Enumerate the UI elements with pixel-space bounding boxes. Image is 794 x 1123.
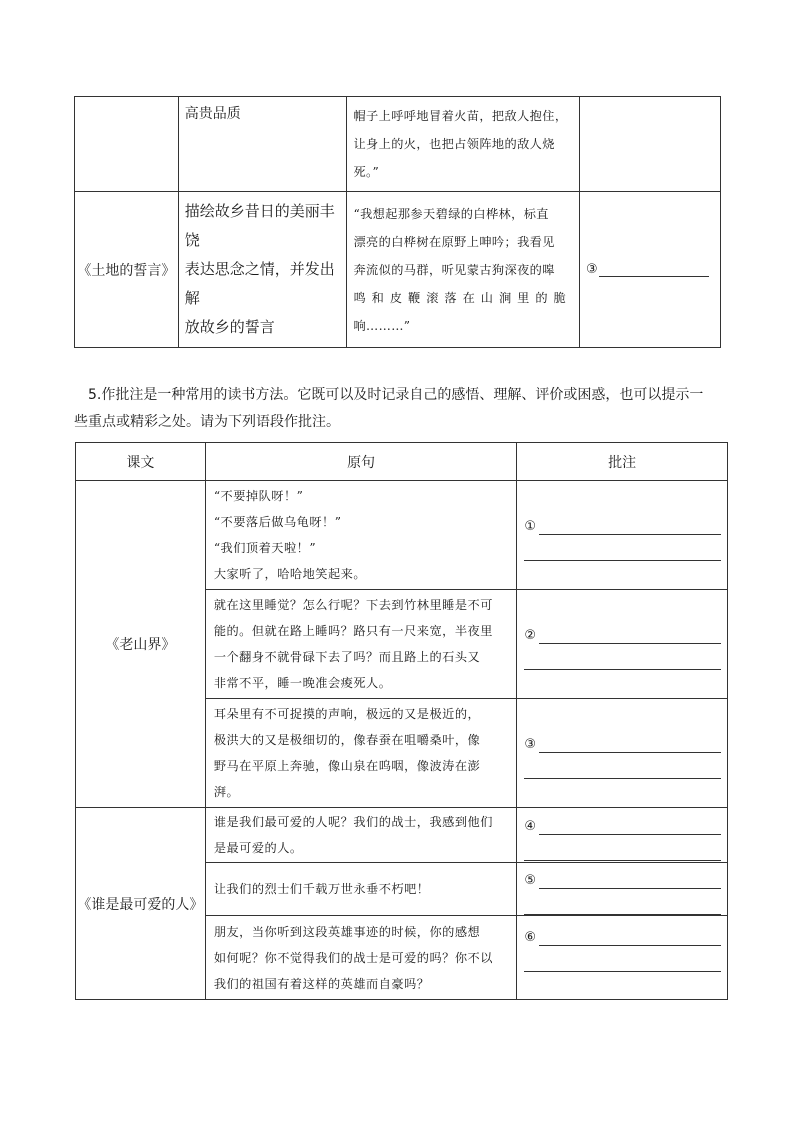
description-cell (178, 192, 347, 348)
quote-line: 鸣和皮鞭滚落在山涧里的脆 (353, 290, 572, 305)
annotation-line[interactable] (524, 889, 721, 915)
lesson-cell (76, 481, 206, 808)
answer-blank[interactable] (599, 263, 709, 277)
quote-line: 漂亮的白桦树在原野上呻吟；我看见 (353, 234, 555, 249)
question-text: 5.作批注是一种常用的读书方法。它既可以及时记录自己的感悟、理解、评价或困惑，也可以提示一 (88, 387, 704, 403)
annotation-line[interactable] (524, 863, 721, 889)
original-line: 野马在平原上奔驰，像山泉在呜咽，像波涛在澎 (213, 759, 481, 773)
annotation-cell[interactable] (517, 916, 728, 1000)
annotation-cell[interactable] (517, 590, 728, 699)
description-cell: 高贵品质 (178, 97, 347, 192)
original-line: “我们顶着天啦！” (213, 541, 317, 555)
table-row (76, 481, 728, 590)
original-cell (205, 481, 517, 590)
quote-line: 奔流似的马群，听见蒙古狗深夜的嗥 (353, 262, 555, 277)
quote-line: 让身上的火，也把占领阵地的敌人烧 (353, 137, 555, 151)
quote-cell (347, 97, 580, 192)
annotation-line[interactable] (524, 809, 721, 835)
annotation-line[interactable] (524, 835, 721, 861)
header-lesson: 课文 (76, 443, 206, 481)
answer-cell (580, 97, 721, 192)
question-5 (74, 382, 724, 436)
original-line: 极洪大的又是极细切的，像春蚕在咀嚼桑叶，像 (213, 733, 481, 747)
blank-rule[interactable] (524, 900, 721, 915)
blank-rule[interactable] (539, 874, 721, 889)
original-line: 大家听了，哈哈地笑起来。 (213, 567, 367, 581)
original-cell (205, 699, 517, 808)
annotation-number: ④ (524, 819, 536, 834)
blank-rule[interactable] (539, 520, 721, 535)
quote-line: 死。” (353, 165, 380, 179)
description-line: 描绘故乡昔日的美丽丰饶 (184, 202, 335, 249)
annotation-number: ⑥ (524, 930, 536, 945)
original-line: 能的。但就在路上睡吗？路只有一尺来宽，半夜里 (213, 624, 493, 638)
annotation-line[interactable] (524, 509, 721, 535)
annotation-line[interactable] (524, 618, 721, 644)
original-line: 朋友，当你听到这段英雄事迹的时候，你的感想 (213, 924, 481, 939)
annotation-line[interactable] (524, 727, 721, 753)
annotation-line[interactable] (524, 535, 721, 561)
blank-rule[interactable] (539, 738, 721, 753)
blank-rule[interactable] (539, 629, 721, 644)
question-text: 些重点或精彩之处。请为下列语段作批注。 (74, 414, 340, 430)
original-line: 我们的祖国有着这样的英雄而自豪吗？ (213, 976, 430, 991)
annotation-line[interactable] (524, 946, 721, 972)
annotation-number: ③ (524, 737, 536, 752)
original-line: 如何呢？你不觉得我们的战士是可爱的吗？你不以 (213, 950, 493, 965)
original-cell (205, 916, 517, 1000)
answer-cell[interactable] (580, 192, 721, 348)
annotation-line[interactable] (524, 920, 721, 946)
blank-rule[interactable] (524, 655, 721, 670)
lesson-cell (76, 808, 206, 1000)
original-line: 耳朵里有不可捉摸的声响，极远的又是极近的， (213, 707, 481, 721)
blank-rule[interactable] (524, 546, 721, 561)
comparison-table (74, 96, 721, 348)
original-line: 让我们的烈士们千载万世永垂不朽吧！ (213, 882, 430, 896)
blank-rule[interactable] (539, 931, 721, 946)
blank-rule[interactable] (539, 820, 721, 835)
original-line: “不要掉队呀！” (213, 489, 304, 503)
blank-rule[interactable] (524, 957, 721, 972)
lesson-cell (75, 97, 179, 192)
annotation-cell[interactable] (517, 808, 728, 863)
header-annotation: 批注 (517, 443, 728, 481)
original-line: 一个翻身不就骨碌下去了吗？而且路上的石头又 (213, 650, 481, 664)
quote-line: “我想起那参天碧绿的白桦林，标直 (353, 206, 549, 221)
quote-line: 帽子上呼呼地冒着火苗，把敌人抱住， (353, 109, 568, 123)
description-line: 放故乡的誓言 (184, 318, 275, 336)
table-header-row (76, 443, 728, 481)
original-line: “不要落后做乌龟呀！” (213, 515, 342, 529)
original-cell (205, 590, 517, 699)
blank-rule[interactable] (524, 764, 721, 779)
annotation-number: ⑤ (524, 873, 536, 888)
annotation-cell[interactable] (517, 481, 728, 590)
annotation-number: ② (524, 628, 536, 643)
annotation-line[interactable] (524, 644, 721, 670)
original-line: 湃。 (213, 785, 240, 799)
annotation-cell[interactable] (517, 699, 728, 808)
annotation-cell[interactable] (517, 863, 728, 916)
description-line: 表达思念之情，并发出解 (184, 260, 335, 307)
quote-line: 响………” (353, 318, 411, 333)
original-cell (205, 863, 517, 916)
lesson-cell (75, 192, 179, 348)
original-line: 就在这里睡觉？怎么行呢？下去到竹林里睡是不可 (213, 598, 493, 612)
original-line: 是最可爱的人。 (213, 841, 303, 855)
lesson-title: 《土地的誓言》 (77, 262, 176, 279)
annotation-table (75, 442, 728, 1000)
original-line: 谁是我们最可爱的人呢？我们的战士，我感到他们 (213, 815, 493, 829)
table-row (76, 808, 728, 863)
table-row (75, 192, 721, 348)
original-cell (205, 808, 517, 863)
original-line: 非常不平，睡一晚准会痠死人。 (213, 676, 392, 690)
quote-cell (347, 192, 580, 348)
lesson-title: 《老山界》 (105, 637, 176, 653)
annotation-line[interactable] (524, 753, 721, 779)
table-row (75, 97, 721, 192)
blank-rule[interactable] (524, 846, 721, 861)
answer-number: ③ (586, 262, 598, 277)
lesson-title: 《谁是最可爱的人》 (77, 896, 204, 913)
annotation-number: ① (524, 519, 536, 534)
header-original: 原句 (205, 443, 517, 481)
